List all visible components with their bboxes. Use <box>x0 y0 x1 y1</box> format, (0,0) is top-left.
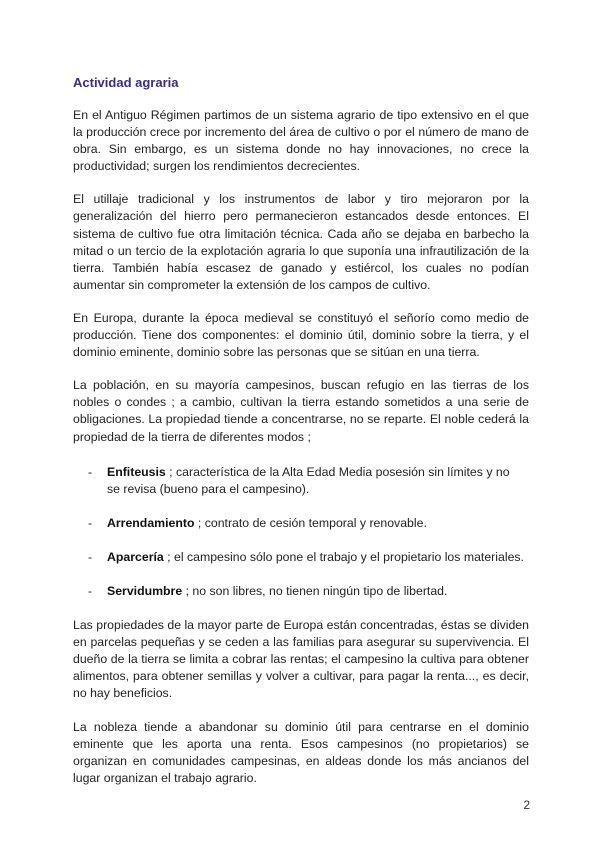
definition-item-enfiteusis <box>73 464 529 498</box>
paragraph-4: La población, en su mayoría campesinos, buscan refugio en las tierras de los nobles o condes ; a cambio, cultivan la tierra estando sometidos a una serie de obligaciones. La propiedad tiende a concentrarse, no se reparte. El noble cederá la propiedad de la tierra de diferentes modos ; <box>73 378 529 444</box>
paragraph-6: La nobleza tiende a abandonar su dominio útil para centrarse en el dominio eminente que les aporta una renta. Esos campesinos (no propietarios) se organizan en comunidades campesinas, en aldeas donde los más ancianos del lugar organizan el trabajo agrario. <box>73 719 529 785</box>
definition-term: Servidumbre <box>107 583 183 598</box>
definition-term: Arrendamiento <box>107 515 195 530</box>
definition-item-servidumbre <box>73 583 529 600</box>
page-number: 2 <box>523 798 530 812</box>
paragraph-1: En el Antiguo Régimen partimos de un sistema agrario de tipo extensivo en el que la producción crece por incremento del área de cultivo o por el número de mano de obra. Sin embargo, es un sistema donde no hay innovaciones, no crece la productividad; surgen los rendimientos decrecientes. <box>73 108 529 174</box>
definition-text: ; el campesino sólo pone el trabajo y el propietario los materiales. <box>163 549 524 564</box>
bullet-dash: - <box>88 583 93 598</box>
definition-list <box>73 464 529 600</box>
definition-term: Enfiteusis <box>107 464 166 479</box>
definition-item-aparceria <box>73 549 529 566</box>
document-body <box>73 74 529 803</box>
definition-item-arrendamiento <box>73 515 529 532</box>
section-title: Actividad agraria <box>73 75 179 90</box>
definition-text: ; no son libres, no tienen ningún tipo de libertad. <box>182 583 448 598</box>
definition-text: ; contrato de cesión temporal y renovable. <box>194 515 427 530</box>
definition-term: Aparcería <box>107 549 164 564</box>
bullet-dash: - <box>88 464 93 479</box>
paragraph-3: En Europa, durante la época medieval se constituyó el señorío como medio de producción. Tiene dos componentes: el dominio útil, dominio sobre la tierra, y el dominio eminente, dominio sobre las personas que se sitúan en una tierra. <box>73 310 529 360</box>
bullet-dash: - <box>88 515 93 530</box>
definition-text: ; característica de la Alta Edad Media posesión sin límites y no se revisa (bueno para el campesino). <box>107 464 510 496</box>
paragraph-5: Las propiedades de la mayor parte de Europa están concentradas, éstas se dividen en parcelas pequeñas y se ceden a las familias para asegurar su supervivencia. El dueño de la tierra se limita a cobrar las rentas; el campesino la cultiva para obtener alimentos, para obtener semillas y volver a cultivar, para pagar la renta..., es decir, no hay beneficios. <box>73 618 529 701</box>
paragraph-2: El utillaje tradicional y los instrumentos de labor y tiro mejoraron por la generalización del hierro pero permanecieron estancados desde entonces. El sistema de cultivo fue otra limitación técnica. Cada año se dejaba en barbecho la mitad o un tercio de la explotación agraria lo que suponía una infrautilización de la tierra. También había escasez de ganado y estiércol, los cuales no podían aumentar sin comprometer la extensión de los campos de cultivo. <box>73 192 529 292</box>
bullet-dash: - <box>88 549 93 564</box>
